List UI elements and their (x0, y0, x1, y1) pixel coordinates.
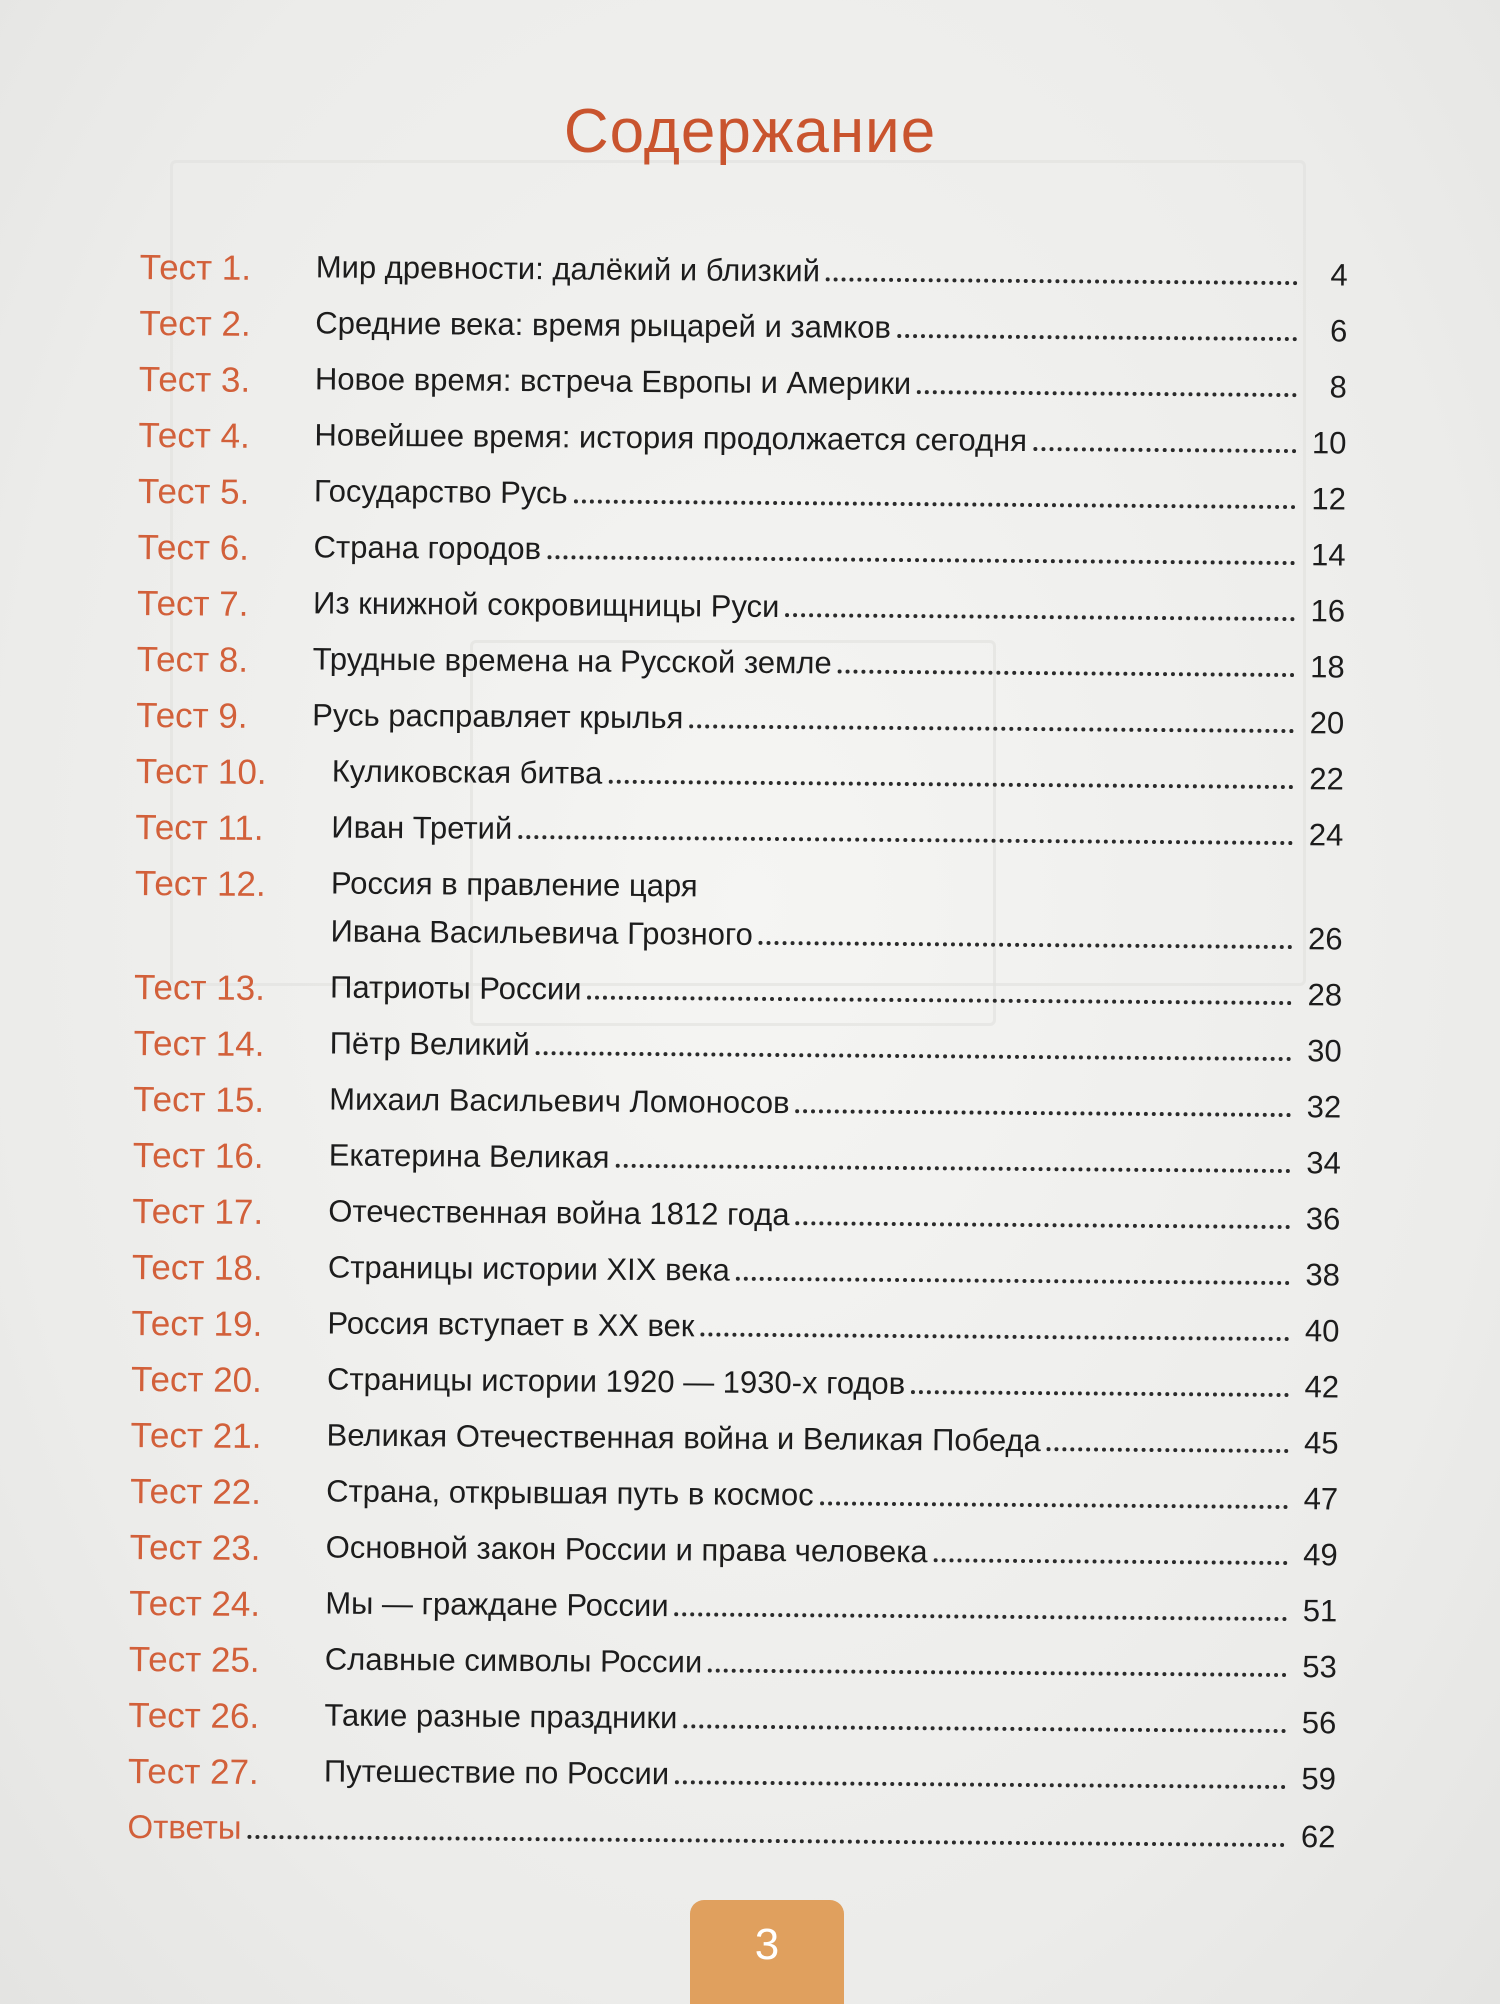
toc-entry[interactable] (128, 1742, 1336, 1807)
page-ref: 6 (1329, 313, 1348, 349)
indent-spacer (138, 500, 314, 501)
toc-row (131, 1304, 1339, 1355)
entry-title: Страна городов (313, 529, 542, 567)
dot-leader (547, 555, 1295, 565)
test-label: Тест 26. (128, 1695, 260, 1736)
toc-row (139, 360, 1347, 411)
dot-leader (608, 780, 1293, 789)
entry-title: Государство Русь (313, 473, 568, 511)
test-label: Тест 13. (133, 967, 266, 1009)
toc-entry[interactable] (133, 1014, 1341, 1079)
toc-entry[interactable] (130, 1518, 1338, 1583)
test-label: Тест 23. (129, 1527, 261, 1568)
test-label: Тест 10. (135, 751, 267, 793)
toc-row (137, 640, 1345, 691)
indent-spacer (133, 1108, 329, 1110)
entry-title: Куликовская битва (331, 753, 603, 791)
page-ref: 45 (1303, 1425, 1339, 1461)
page-ref: 24 (1308, 817, 1344, 853)
toc-entry-answers[interactable] (127, 1798, 1335, 1863)
toc-entry[interactable] (134, 958, 1342, 1023)
indent-spacer (130, 1500, 326, 1502)
toc-row (130, 1528, 1338, 1579)
dot-leader (247, 1835, 1285, 1847)
test-label: Тест 20. (130, 1359, 262, 1400)
dot-leader (820, 1501, 1289, 1509)
page-title: Содержание (563, 97, 937, 166)
toc-entry[interactable] (129, 1630, 1337, 1695)
test-label: Тест 2. (139, 303, 251, 344)
entry-title: Мир древности: далёкий и близкий (315, 249, 821, 289)
toc-entry[interactable] (136, 686, 1344, 751)
dot-leader (708, 1669, 1287, 1678)
entry-title: Средние века: время рыцарей и замков (315, 305, 892, 345)
test-label: Тест 5. (137, 471, 250, 512)
indent-spacer (131, 1332, 327, 1334)
test-label: Тест 14. (133, 1023, 265, 1065)
test-label: Тест 18. (131, 1247, 263, 1288)
entry-title: Иван Третий (331, 809, 513, 846)
answers-title: Ответы (127, 1807, 242, 1846)
toc-entry[interactable] (129, 1574, 1337, 1639)
toc-entry[interactable] (133, 1070, 1341, 1135)
toc-entry[interactable] (138, 406, 1346, 471)
test-label: Тест 3. (138, 359, 251, 400)
dot-leader (536, 1051, 1292, 1061)
indent-spacer (133, 1164, 329, 1166)
toc-entry[interactable] (136, 742, 1344, 807)
toc-row (137, 584, 1345, 635)
page-ref: 20 (1309, 705, 1345, 741)
page-ref: 56 (1301, 1705, 1337, 1741)
entry-title: Славные символы России (324, 1641, 703, 1680)
test-label: Тест 21. (130, 1415, 262, 1456)
toc-entry[interactable] (128, 1686, 1336, 1751)
dot-leader (700, 1332, 1289, 1341)
toc-entry[interactable] (139, 350, 1347, 415)
entry-title: Из книжной сокровищницы Руси (313, 585, 780, 625)
dot-leader (615, 1164, 1290, 1173)
toc-row (130, 1416, 1338, 1467)
toc-row (128, 1696, 1336, 1747)
entry-title-line1: Россия в правление царя (330, 865, 698, 904)
page-ref: 38 (1305, 1257, 1341, 1293)
test-label: Тест 16. (132, 1135, 264, 1176)
indent-spacer (134, 996, 330, 998)
page-ref: 4 (1330, 257, 1348, 293)
indent-spacer (129, 1668, 325, 1670)
indent-spacer (137, 612, 313, 613)
dot-leader (675, 1612, 1288, 1621)
dot-leader (518, 835, 1293, 845)
toc-row (130, 1472, 1338, 1523)
test-label: Тест 19. (131, 1303, 263, 1344)
toc-row (137, 528, 1345, 579)
dot-leader (897, 334, 1297, 341)
toc-row (134, 968, 1342, 1019)
page-ref: 40 (1304, 1313, 1340, 1349)
indent-spacer (138, 556, 314, 557)
toc-entry[interactable] (135, 798, 1343, 863)
indent-spacer (137, 668, 313, 669)
toc-entry[interactable] (131, 1350, 1339, 1415)
dot-leader (1033, 447, 1296, 453)
page-ref: 12 (1311, 481, 1347, 517)
page-ref: 34 (1306, 1145, 1341, 1181)
dot-leader (1047, 1447, 1289, 1453)
test-label: Тест 12. (134, 863, 266, 905)
dot-leader (917, 390, 1297, 397)
dot-leader (759, 941, 1293, 949)
page-ref: 10 (1311, 425, 1347, 461)
toc-entry[interactable] (140, 238, 1348, 303)
test-label: Тест 27. (127, 1751, 259, 1792)
toc-row (128, 1752, 1336, 1803)
toc-entry[interactable] (137, 574, 1345, 639)
page-number-tab (690, 1900, 844, 2004)
page-ref: 51 (1302, 1593, 1338, 1629)
toc-row (129, 1640, 1337, 1691)
entry-title: Трудные времена на Русской земле (312, 641, 832, 681)
page-ref: 49 (1303, 1537, 1338, 1573)
toc-row (127, 1808, 1335, 1859)
test-label: Тест 24. (129, 1583, 261, 1624)
dot-leader (736, 1277, 1290, 1285)
test-label: Тест 11. (135, 807, 264, 848)
indent-spacer (138, 444, 314, 445)
page-ref: 18 (1310, 649, 1345, 685)
page-ref: 32 (1306, 1089, 1342, 1125)
indent-spacer (128, 1780, 324, 1782)
indent-spacer (132, 1276, 328, 1278)
page-ref: 47 (1303, 1481, 1339, 1517)
toc-entry[interactable] (132, 1182, 1340, 1247)
dot-leader (796, 1221, 1291, 1229)
test-label: Тест 15. (133, 1079, 265, 1121)
entry-title: Путешествие по России (323, 1753, 670, 1792)
entry-title: Отечественная война 1812 года (328, 1193, 790, 1233)
toc-entry[interactable] (134, 854, 1343, 967)
entry-title: Такие разные праздники (324, 1697, 678, 1736)
toc-row (132, 1248, 1340, 1299)
indent-spacer (139, 388, 315, 389)
indent-spacer (129, 1612, 325, 1614)
dot-leader (911, 1390, 1289, 1397)
entry-title: Страницы истории XIX века (327, 1249, 731, 1288)
test-label: Тест 9. (136, 695, 248, 736)
indent-spacer (140, 276, 316, 277)
page-ref: 62 (1300, 1819, 1336, 1855)
toc-row (136, 752, 1344, 803)
indent-spacer (128, 1724, 324, 1726)
toc-row (133, 1136, 1341, 1187)
indent-spacer (134, 940, 330, 942)
dot-leader (838, 669, 1295, 677)
page-ref: 30 (1307, 1033, 1342, 1069)
page-ref: 14 (1310, 537, 1346, 573)
toc-entry[interactable] (139, 294, 1347, 359)
page-ref: 59 (1301, 1761, 1337, 1797)
page-ref: 26 (1307, 921, 1343, 957)
dot-leader (683, 1724, 1286, 1733)
entry-title-line2: Ивана Васильевича Грозного (330, 913, 753, 952)
dot-leader (689, 724, 1294, 733)
indent-spacer (136, 780, 332, 782)
dot-leader (587, 996, 1292, 1006)
entry-title: Екатерина Великая (328, 1137, 610, 1175)
test-label: Тест 25. (128, 1639, 260, 1680)
dot-leader (675, 1780, 1286, 1789)
dot-leader (934, 1558, 1288, 1565)
entry-title: Новое время: встреча Европы и Америки (314, 361, 912, 402)
test-label: Тест 4. (138, 415, 250, 456)
dot-leader (574, 499, 1296, 509)
page-ref: 42 (1304, 1369, 1340, 1405)
indent-spacer (131, 1444, 327, 1446)
page-ref: 53 (1302, 1649, 1337, 1685)
entry-title: Пётр Великий (329, 1025, 530, 1063)
entry-title: Великая Отечественная война и Великая Победа (326, 1417, 1041, 1459)
toc-row (139, 304, 1347, 355)
page-ref: 36 (1305, 1201, 1341, 1237)
page-ref: 22 (1309, 761, 1344, 797)
page-ref: 16 (1310, 593, 1346, 629)
indent-spacer (130, 1556, 326, 1558)
toc-entry[interactable] (130, 1406, 1338, 1471)
toc-entry[interactable] (133, 1126, 1341, 1191)
entry-title: Михаил Васильевич Ломоносов (329, 1081, 790, 1121)
indent-spacer (136, 724, 312, 725)
page-ref: 28 (1307, 977, 1343, 1013)
indent-spacer (134, 1052, 330, 1054)
test-label: Тест 22. (130, 1471, 262, 1512)
toc-entry[interactable] (137, 518, 1345, 583)
toc-row (136, 696, 1344, 747)
toc-row (140, 248, 1348, 299)
indent-spacer (135, 836, 331, 838)
dot-leader (796, 1109, 1292, 1117)
toc-entry[interactable] (132, 1238, 1340, 1303)
indent-spacer (139, 332, 315, 333)
indent-spacer (131, 1388, 327, 1390)
test-label: Тест 1. (139, 247, 252, 288)
dot-leader (785, 613, 1295, 621)
toc-row (129, 1584, 1337, 1635)
toc-entry[interactable] (130, 1462, 1338, 1527)
table-of-contents (127, 238, 1348, 1863)
test-label: Тест 6. (137, 527, 250, 568)
toc-entry[interactable] (131, 1294, 1339, 1359)
toc-row (133, 1024, 1341, 1075)
toc-row (135, 808, 1343, 859)
toc-row (138, 472, 1346, 523)
page-ref: 8 (1329, 369, 1348, 405)
entry-title: Россия вступает в XX век (327, 1305, 695, 1344)
entry-title: Страна, открывшая путь в космос (326, 1473, 814, 1513)
toc-row (132, 1192, 1340, 1243)
toc-entry[interactable] (138, 462, 1346, 527)
test-label: Тест 17. (132, 1191, 264, 1232)
toc-row (131, 1360, 1339, 1411)
page-number: 3 (754, 1920, 780, 1969)
entry-title: Страницы истории 1920 — 1930-х годов (326, 1361, 906, 1402)
dot-leader (826, 277, 1298, 285)
toc-entry[interactable] (136, 630, 1344, 695)
entry-title: Патриоты России (329, 969, 582, 1007)
toc-row (134, 912, 1342, 963)
test-label: Тест 7. (136, 583, 249, 624)
entry-title: Основной закон России и права человека (325, 1529, 928, 1570)
entry-title: Новейшее время: история продолжается сегодня (314, 417, 1028, 458)
toc-row (133, 1080, 1341, 1131)
entry-title: Мы — граждане России (325, 1585, 669, 1624)
test-label: Тест 8. (136, 639, 249, 680)
toc-row (138, 416, 1346, 467)
entry-title: Русь расправляет крылья (312, 697, 684, 736)
indent-spacer (132, 1220, 328, 1222)
